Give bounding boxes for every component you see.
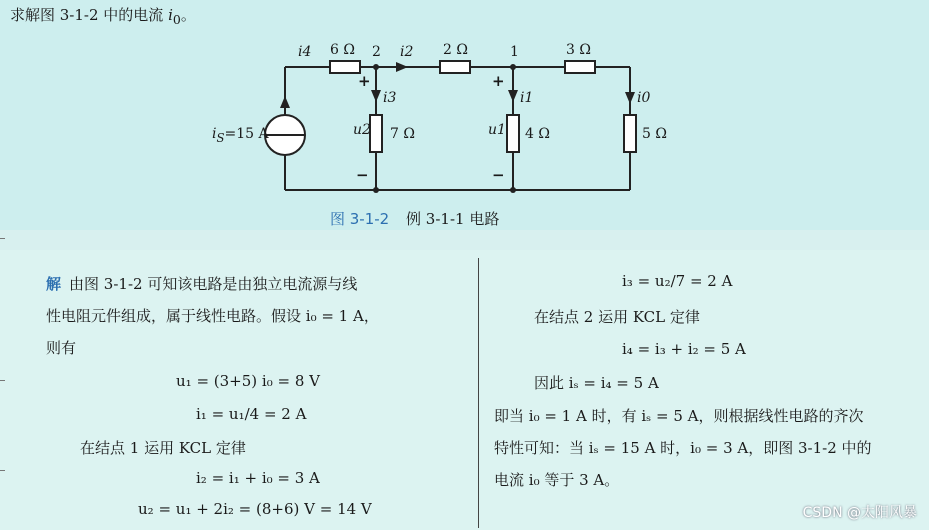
resistor-3ohm: [565, 61, 595, 73]
label-6ohm: 6 Ω: [330, 42, 355, 58]
solution-line: 在结点 1 运用 KCL 定律: [80, 439, 246, 457]
figure-caption: [330, 208, 499, 229]
label-source: $i_S=15$ A: [212, 126, 269, 145]
label-i4: i4: [298, 44, 312, 60]
resistor-4ohm: [507, 115, 519, 152]
label-i1: i1: [520, 90, 534, 106]
arrow-i1-icon: [508, 90, 518, 102]
equation-u2: u₂ = u₁ + 2i₂ = (8+6) V = 14 V: [138, 500, 372, 518]
arrow-i4-icon: [280, 96, 290, 108]
label-3ohm: 3 Ω: [566, 42, 591, 58]
label-u2: u2: [353, 122, 371, 138]
label-4ohm: 4 Ω: [525, 126, 550, 142]
solution-line: 在结点 2 运用 KCL 定律: [534, 308, 700, 326]
resistor-2ohm: [440, 61, 470, 73]
node-2-dot: [373, 64, 379, 70]
figure-title: 例 3-1-1 电路: [406, 210, 500, 228]
solution-line: 即当 i₀ = 1 A 时，有 iₛ = 5 A，则根据线性电路的齐次: [494, 407, 864, 425]
arrow-i3-icon: [371, 90, 381, 102]
equation-is: 因此 iₛ = i₄ = 5 A: [534, 374, 659, 392]
solution-line: 性电阻元件组成，属于线性电路。假设 i₀ = 1 A，: [46, 307, 379, 325]
figure-number: 图 3-1-2: [330, 210, 390, 228]
arrow-i0-icon: [625, 92, 635, 104]
label-u1: u1: [488, 122, 506, 138]
column-divider: [478, 258, 479, 528]
label-2ohm: 2 Ω: [443, 42, 468, 58]
resistor-7ohm: [370, 115, 382, 152]
plus-sign-u1: +: [492, 72, 505, 90]
plus-sign-u2: +: [358, 72, 371, 90]
watermark: CSDN @太阳风暴: [802, 505, 917, 521]
solution-line: 电流 i₀ 等于 3 A。: [494, 471, 620, 489]
resistor-6ohm: [330, 61, 360, 73]
label-i3: i3: [383, 90, 397, 106]
label-i0: i0: [637, 90, 651, 106]
solution-label: 解: [46, 275, 62, 293]
equation-i1: i₁ = u₁/4 = 2 A: [196, 405, 307, 423]
question-text: 求解图 3-1-2 中的电流 $i_0$。: [10, 6, 196, 27]
equation-i2: i₂ = i₁ + i₀ = 3 A: [196, 469, 320, 487]
label-5ohm: 5 Ω: [642, 126, 667, 142]
minus-sign-u1: −: [492, 166, 505, 184]
solution-line: 则有: [46, 339, 77, 357]
label-i2: i2: [400, 44, 414, 60]
solution-line: 解 由图 3-1-2 可知该电路是由独立电流源与线: [46, 275, 358, 293]
equation-i3: i₃ = u₂/7 = 2 A: [622, 272, 733, 290]
solution-line: 特性可知：当 iₛ = 15 A 时，i₀ = 3 A，即图 3-1-2 中的: [494, 439, 872, 457]
circuit-diagram: [0, 0, 929, 230]
equation-u1: u₁ = (3+5) i₀ = 8 V: [176, 372, 320, 390]
label-node-1: 1: [510, 44, 519, 60]
label-node-2: 2: [372, 44, 381, 60]
equation-i4: i₄ = i₃ + i₂ = 5 A: [622, 340, 746, 358]
minus-sign-u2: −: [356, 166, 369, 184]
node-1-dot: [510, 64, 516, 70]
arrow-i2-icon: [396, 62, 408, 72]
label-7ohm: 7 Ω: [390, 126, 415, 142]
resistor-5ohm: [624, 115, 636, 152]
